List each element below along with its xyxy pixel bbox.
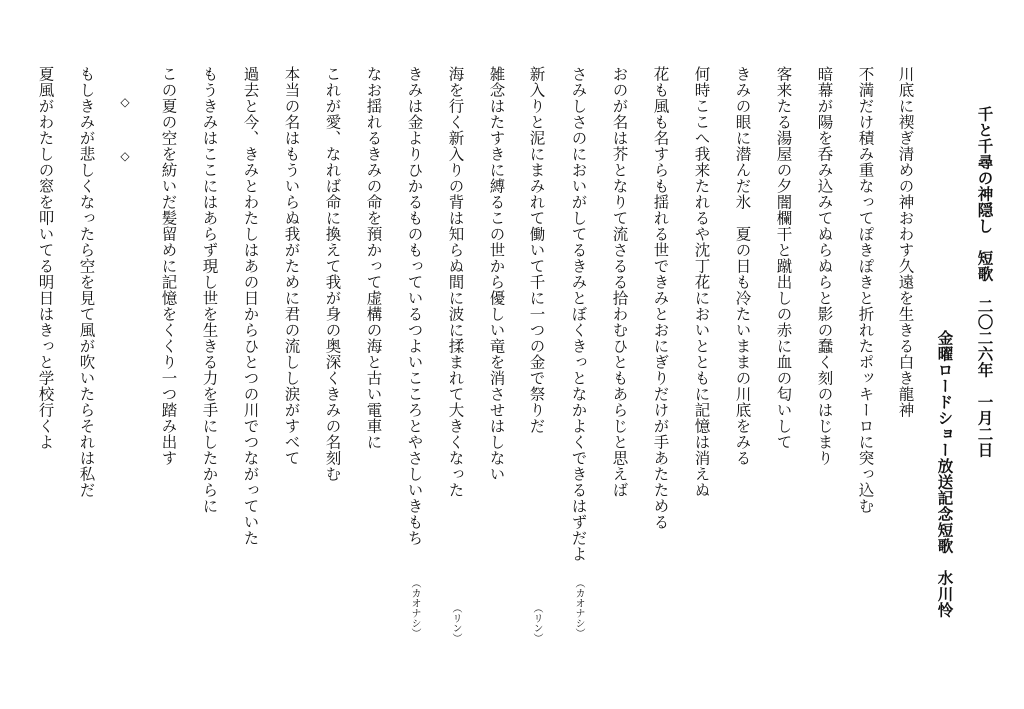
poem-line: 雑念はたすきに縛るこの世から優しい竜を消させはしない	[487, 66, 506, 482]
poem-line: 暗幕が陽を呑み込みてぬらぬらと影の蠢く刻のはじまり	[815, 66, 834, 466]
poem-line: おのが名は芥となりて流さるる拾わむひともあらじと思えば	[610, 66, 629, 498]
poem-line: 過去と今、きみとわたしはあの日からひとつの川でつながっていた	[241, 66, 260, 546]
poem-line: 新入りと泥にまみれて働いて千に一つの金で祭りだ	[527, 66, 546, 434]
poem-line: きみの眼に潜んだ氷 夏の日も冷たいままの川底をみる	[733, 66, 752, 466]
speaker-note-rin: （リン）	[450, 603, 461, 643]
poem-line: この夏の空を紡いだ髪留めに記憶をくくり一つ踏み出す	[159, 66, 178, 466]
poem-line: きみは金よりひかるものもっているつよいこころとやさしいきもち	[405, 66, 424, 546]
section-divider: ◇ ◇	[118, 95, 132, 177]
poem-line: これが愛、なれば命に換えて我が身の奥深くきみの名刻む	[323, 66, 342, 482]
poem-line: 川底に禊ぎ清めの神おわす久遠を生きる白き龍神	[896, 66, 915, 418]
poem-line: さみしさのにおいがしてるきみとぼくきっとなかよくできるはずだよ	[569, 66, 588, 562]
document-subtitle: 金曜ロードショー放送記念短歌 水川怜	[935, 330, 954, 618]
poem-line: 客来たる湯屋の夕闇欄干と蹴出しの赤に血の匂いして	[774, 66, 793, 450]
poem-line: 何時ここへ我来たれるや沈丁花においとともに記憶は消えぬ	[692, 66, 711, 498]
speaker-note-kaonashi: （カオナシ）	[409, 578, 420, 638]
poem-line: 本当の名はもういらぬ我がために君の流しし涙がすべて	[282, 66, 301, 466]
poem-line: もうきみはここにはあらず現し世を生きる力を手にしたからに	[200, 66, 219, 514]
poem-line: 夏風がわたしの窓を叩いてる明日はきっと学校行くよ	[36, 66, 55, 450]
document-title: 千と千尋の神隠し 短歌 二〇二六年 一月二日	[975, 106, 994, 458]
speaker-note-rin: （リン）	[531, 603, 542, 643]
speaker-note-kaonashi: （カオナシ）	[573, 578, 584, 638]
poem-line: 海を行く新入りの背は知らぬ間に波に揉まれて大きくなった	[446, 66, 465, 498]
poem-line: 不満だけ積み重なってぽきぽきと折れたポッキーロに突っ込む	[856, 66, 875, 514]
poem-line: 花も風も名すらも揺れる世できみとおにぎりだけが手あたためる	[651, 66, 670, 530]
poem-line: なお揺れるきみの命を預かって虚構の海と古い電車に	[364, 66, 383, 450]
poem-line: もしきみが悲しくなったら空を見て風が吹いたらそれは私だ	[77, 66, 96, 498]
